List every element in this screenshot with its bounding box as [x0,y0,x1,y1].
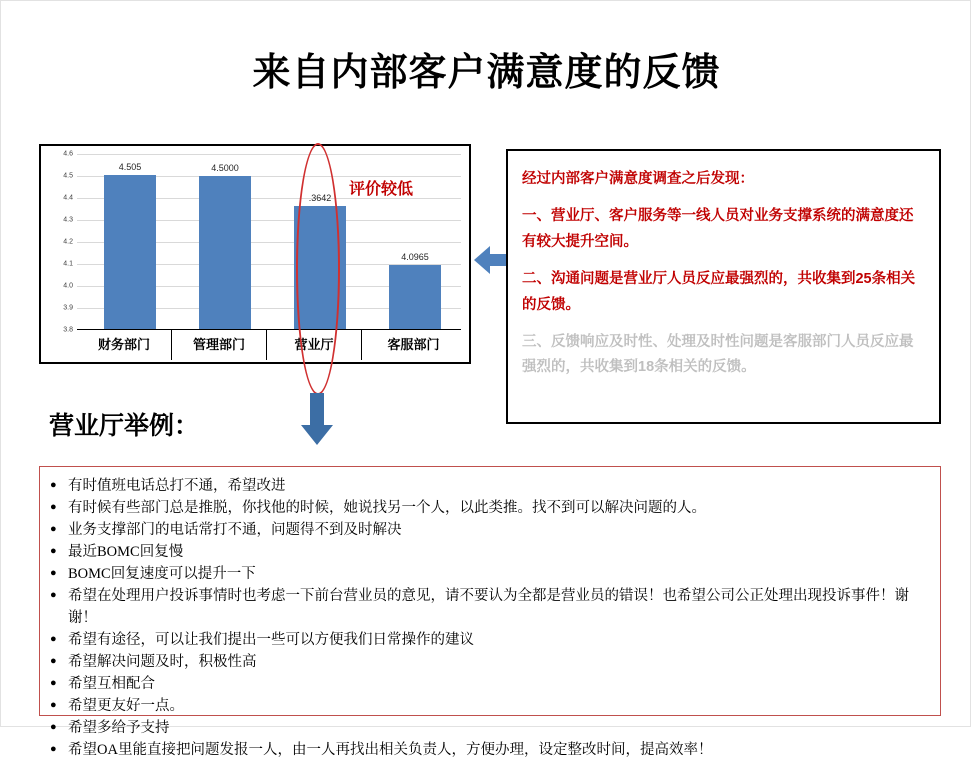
y-tick: 3.9 [63,304,73,312]
bar-value-label: .3642 [308,193,332,203]
findings-heading: 经过内部客户满意度调查之后发现： [522,171,754,187]
bar-value-label: 4.0965 [401,252,429,262]
list-item: ● 希望有途径，可以让我们提出一些可以方便我们日常操作的建议 [50,629,930,651]
list-item: ● 希望多给予支持 [50,717,930,739]
examples-panel [39,466,941,759]
category-label: 客服部门 [387,337,440,352]
category-label: 管理部门 [172,330,267,360]
findings-panel [506,149,941,424]
list-item: ● 有时候有些部门总是推脱，你找他的时候，她说找另一个人，以此类推。找不到可以解决问题的人。 [50,497,930,519]
bar-财务部门 [104,175,156,330]
low-rating-annotation: 评价较低 [349,181,414,198]
bar-value-label: 4.5000 [211,163,239,173]
bar-管理部门 [199,176,251,330]
y-tick: 4.2 [63,238,73,246]
list-item: ● 有时值班电话总打不通，希望改进 [50,475,930,497]
list-item: ● 希望更友好一点。 [50,695,930,717]
highlight-ellipse [296,143,340,395]
y-tick: 3.8 [63,326,73,334]
category-label: 财务部门 [77,330,172,360]
page-title: 来自内部客户满意度的反馈 [252,52,721,94]
list-item: ● 希望解决问题及时，积极性高 [50,651,930,673]
y-tick: 4.1 [63,260,73,268]
list-item: ● 最近BOMC回复慢 [50,541,930,563]
section-heading: 营业厅举例： [49,413,200,440]
examples-list [50,475,930,761]
grid-line [77,154,461,155]
y-tick: 4.5 [63,172,73,180]
y-tick: 4.0 [63,282,73,290]
bar-value-label: 4.505 [118,162,142,172]
list-item: ● 希望在处理用户投诉事情时也考虑一下前台营业员的意见，请不要认为全都是营业员的错误！也希望公司公正处理出现投诉事件！谢谢！ [50,585,930,629]
list-item: ● 希望OA里能直接把问题发报一人，由一人再找出相关负责人，方便办理，设定整改时间，提高效率！ [50,739,930,761]
chart-y-axis [45,150,75,334]
chart-category-row [77,329,461,360]
down-arrow-icon [297,393,337,445]
list-item: ● 希望互相配合 [50,673,930,695]
y-tick: 4.6 [63,150,73,158]
category-label: 营业厅 [267,330,362,360]
list-item: ● BOMC回复速度可以提升一下 [50,563,930,585]
list-item: ● 业务支撑部门的电话常打不通，问题得不到及时解决 [50,519,930,541]
findings-item-1: 一、营业厅、客户服务等一线人员对业务支撑系统的满意度还有较大提升空间。 [522,208,914,250]
findings-item-3: 三、反馈响应及时性、处理及时性问题是客服部门人员反应最强烈的，共收集到18条相关的反馈。 [522,333,914,376]
bar-客服部门 [389,265,441,330]
y-tick: 4.3 [63,216,73,224]
findings-item-2: 二、沟通问题是营业厅人员反应最强烈的，共收集到25条相关的反馈。 [522,271,916,313]
y-tick: 4.4 [63,194,73,202]
